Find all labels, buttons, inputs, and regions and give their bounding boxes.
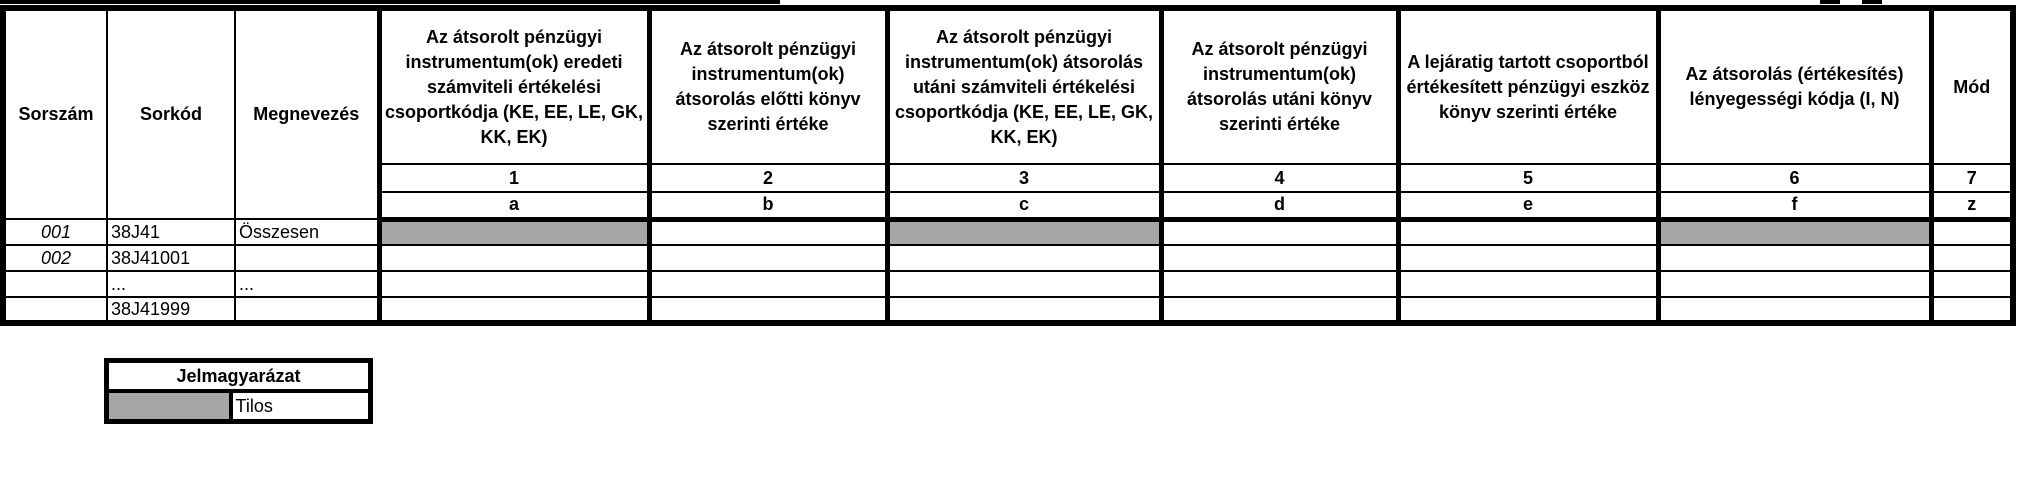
- data-cell[interactable]: [1658, 245, 1931, 271]
- table-row: [3, 271, 2013, 297]
- col-letter-z: z: [1931, 192, 2013, 219]
- col-header-sorszam: Sorszám: [3, 8, 107, 219]
- data-cell[interactable]: [1931, 219, 2013, 245]
- table-row: [3, 297, 2013, 323]
- col-header-2: Az átsorolt pénzügyi instrumentum(ok) átsorolás előtti könyv szerinti értéke: [649, 8, 887, 164]
- top-rule-left: [0, 0, 780, 4]
- data-cell[interactable]: [887, 245, 1161, 271]
- col-letter-f: f: [1658, 192, 1931, 219]
- col-letter-e: e: [1398, 192, 1658, 219]
- data-cell[interactable]: [1161, 245, 1398, 271]
- top-mark-1: [1820, 0, 1840, 4]
- row-sorkod: 38J41: [107, 219, 235, 245]
- data-cell[interactable]: [1398, 297, 1658, 323]
- row-sorszam: 001: [3, 219, 107, 245]
- row-sorszam: 002: [3, 245, 107, 271]
- data-cell[interactable]: [887, 297, 1161, 323]
- legend-label-tilos: Tilos: [231, 391, 371, 422]
- col-letter-a: a: [379, 192, 649, 219]
- col-number-3: 3: [887, 164, 1161, 192]
- col-number-5: 5: [1398, 164, 1658, 192]
- legend-table: [104, 358, 373, 424]
- data-cell[interactable]: [379, 245, 649, 271]
- data-cell[interactable]: [1398, 219, 1658, 245]
- data-cell[interactable]: [1398, 271, 1658, 297]
- data-cell[interactable]: [379, 297, 649, 323]
- col-header-1: Az átsorolt pénzügyi instrumentum(ok) eredeti számviteli értékelési csoportkódja (KE, EE, LE, GK, KK, EK): [379, 8, 649, 164]
- data-cell[interactable]: [649, 245, 887, 271]
- col-letter-d: d: [1161, 192, 1398, 219]
- data-cell[interactable]: [887, 271, 1161, 297]
- data-cell[interactable]: [1658, 271, 1931, 297]
- col-number-2: 2: [649, 164, 887, 192]
- row-sorkod: 38J41001: [107, 245, 235, 271]
- col-number-1: 1: [379, 164, 649, 192]
- data-cell[interactable]: [1931, 245, 2013, 271]
- data-table: [0, 5, 2016, 326]
- col-letter-b: b: [649, 192, 887, 219]
- row-sorszam: [3, 271, 107, 297]
- row-megnevezes: Összesen: [235, 219, 379, 245]
- col-header-3: Az átsorolt pénzügyi instrumentum(ok) átsorolás utáni számviteli értékelési csoportkódja (KE, EE, LE, GK, KK, EK): [887, 8, 1161, 164]
- data-cell[interactable]: [379, 271, 649, 297]
- col-header-megnevezes: Megnevezés: [235, 8, 379, 219]
- col-header-7: Mód: [1931, 8, 2013, 164]
- top-mark-2: [1862, 0, 1882, 4]
- row-sorszam: [3, 297, 107, 323]
- data-cell[interactable]: [1398, 245, 1658, 271]
- data-cell[interactable]: [1931, 271, 2013, 297]
- data-cell-forbidden: [887, 219, 1161, 245]
- col-number-7: 7: [1931, 164, 2013, 192]
- col-header-6: Az átsorolás (értékesítés) lényegességi kódja (I, N): [1658, 8, 1931, 164]
- col-header-sorkod: Sorkód: [107, 8, 235, 219]
- data-cell[interactable]: [1658, 297, 1931, 323]
- row-megnevezes: [235, 297, 379, 323]
- row-sorkod: 38J41999: [107, 297, 235, 323]
- data-cell[interactable]: [649, 219, 887, 245]
- data-cell[interactable]: [1161, 297, 1398, 323]
- col-header-5: A lejáratig tartott csoportból értékesített pénzügyi eszköz könyv szerinti értéke: [1398, 8, 1658, 164]
- table-row: [3, 245, 2013, 271]
- row-megnevezes: ...: [235, 271, 379, 297]
- data-cell[interactable]: [1931, 297, 2013, 323]
- data-cell[interactable]: [649, 271, 887, 297]
- data-cell[interactable]: [1161, 271, 1398, 297]
- col-header-4: Az átsorolt pénzügyi instrumentum(ok) átsorolás utáni könyv szerinti értéke: [1161, 8, 1398, 164]
- col-number-6: 6: [1658, 164, 1931, 192]
- col-letter-c: c: [887, 192, 1161, 219]
- row-sorkod: ...: [107, 271, 235, 297]
- col-number-4: 4: [1161, 164, 1398, 192]
- data-cell[interactable]: [649, 297, 887, 323]
- row-megnevezes: [235, 245, 379, 271]
- data-cell-forbidden: [379, 219, 649, 245]
- data-cell[interactable]: [1161, 219, 1398, 245]
- data-cell-forbidden: [1658, 219, 1931, 245]
- legend-swatch-tilos: [107, 391, 231, 422]
- legend-title: Jelmagyarázat: [107, 361, 371, 392]
- table-row: [3, 219, 2013, 245]
